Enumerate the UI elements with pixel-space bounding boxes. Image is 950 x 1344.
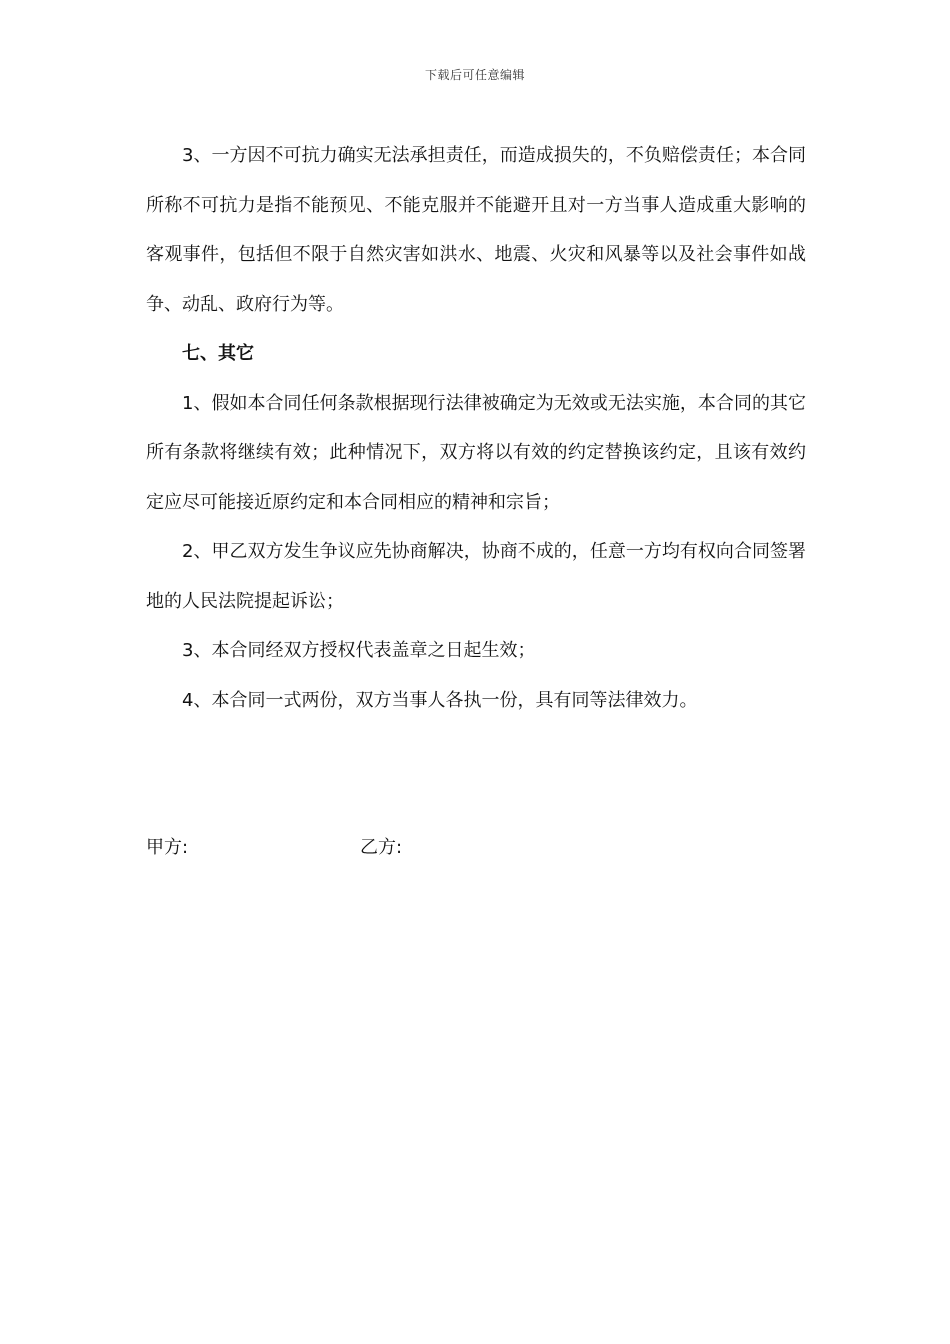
clause-7-2: 2、甲乙双方发生争议应先协商解决，协商不成的，任意一方均有权向合同签署地的人民法院提起诉讼； — [146, 541, 806, 612]
clause-7-4: 4、本合同一式两份，双方当事人各执一份，具有同等法律效力。 — [182, 689, 698, 711]
section-7-title: 七、其它 — [182, 343, 254, 364]
clause-7-1: 1、假如本合同任何条款根据现行法律被确定为无效或无法实施，本合同的其它所有条款将继续有效；此种情况下，双方将以有效的约定替换该约定，且该有效约定应尽可能接近原约定和本合同相应的精神和宗旨； — [146, 392, 806, 513]
party-b-label: 乙方: — [360, 837, 403, 858]
clause-6-3: 3、一方因不可抗力确实无法承担责任，而造成损失的，不负赔偿责任；本合同所称不可抗力是指不能预见、不能克服并不能避开且对一方当事人造成重大影响的客观事件，包括但不限于自然灾害如洪水、地震、火灾和风暴等以及社会事件如战争、动乱、政府行为等。 — [146, 145, 806, 315]
party-a-label: 甲方: — [146, 837, 189, 858]
contract-body — [146, 131, 806, 725]
clause-7-3: 3、本合同经双方授权代表盖章之日起生效； — [182, 640, 536, 661]
page-header-note: 下载后可任意编辑 — [424, 68, 525, 82]
